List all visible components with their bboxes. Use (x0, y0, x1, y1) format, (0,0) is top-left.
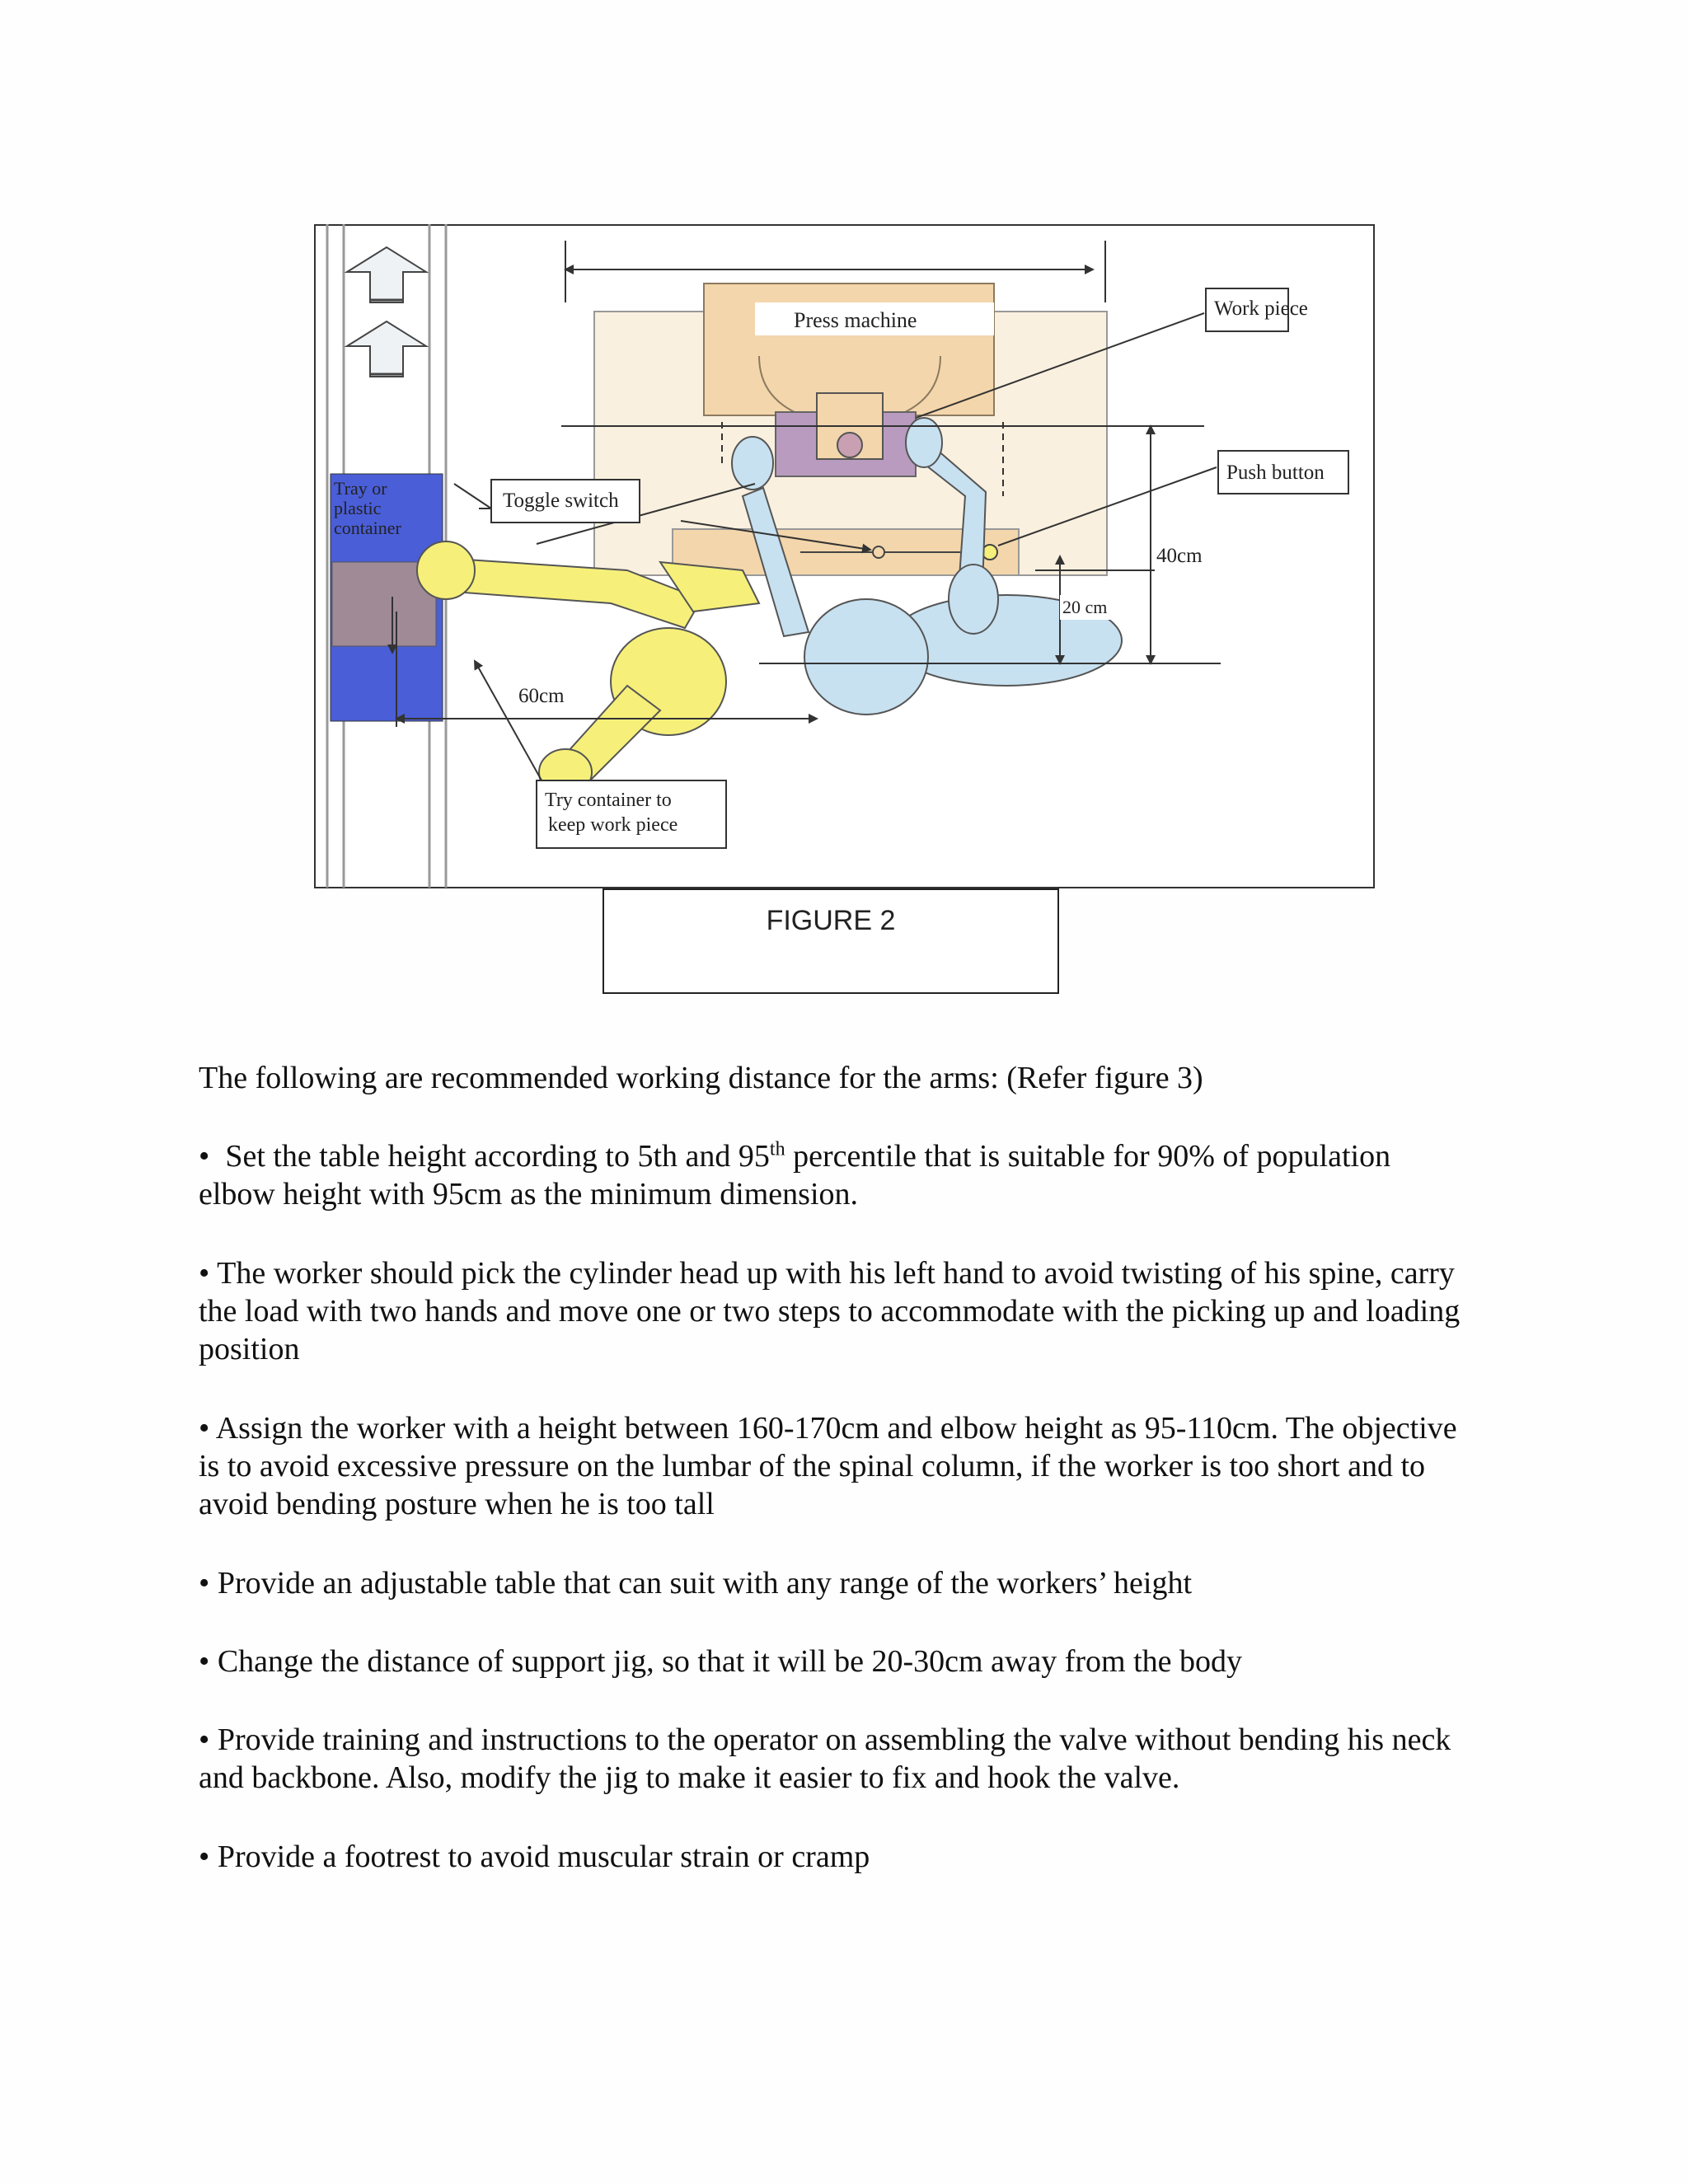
tray-label: container (334, 518, 401, 538)
push-button-label: Push button (1226, 462, 1325, 484)
tray-label: plastic (334, 498, 382, 518)
bullet-icon: • (199, 1722, 210, 1757)
workpiece-hole (837, 433, 862, 457)
bullet-item: • The worker should pick the cylinder head up with his left hand to avoid twisting of his spine, carry the load with two hands and move one or two steps to accommodate with the picking up and loading position (199, 1256, 1461, 1366)
tray-label: Tray or (334, 478, 387, 499)
figure-caption-box (603, 888, 1059, 994)
dimension-60cm: 60cm (518, 685, 565, 707)
bullet-item: • Provide a footrest to avoid muscular strain or cramp (199, 1840, 870, 1874)
bullet-item: • Assign the worker with a height between 160-170cm and elbow height as 95-110cm. The objective is to avoid excessive pressure on the lumbar of the spinal column, if the worker is too short and to avoid bending posture when he is too tall (199, 1411, 1457, 1521)
bullet-icon: • (199, 1840, 210, 1874)
press-machine-label: Press machine (794, 308, 917, 332)
work-piece-label: Work piece (1214, 298, 1308, 320)
dimension-40cm: 40cm (1156, 545, 1203, 567)
toggle-switch-icon (873, 546, 884, 558)
toggle-switch-label: Toggle switch (503, 490, 619, 512)
bullet-item: • Set the table height according to 5th and 95th percentile that is suitable for 90% of population elbow height with 95cm as the minimum dimension. (199, 1138, 1391, 1212)
bullet-icon: • (199, 1566, 210, 1601)
bullet-icon: • (199, 1411, 210, 1446)
bullet-icon: • (199, 1256, 210, 1291)
try-container-label: Try container to (545, 790, 672, 811)
bullet-item: • Provide an adjustable table that can suit with any range of the workers’ height (199, 1566, 1193, 1601)
dimension-20cm: 20 cm (1062, 597, 1108, 617)
bullet-item: • Provide training and instructions to the operator on assembling the valve without bending his neck and backbone. Also, modify the jig to make it easier to fix and hook the valve. (199, 1722, 1451, 1795)
figure-caption: FIGURE 2 (766, 905, 896, 936)
bullet-icon: • (199, 1644, 210, 1679)
bullet-item: • Change the distance of support jig, so that it will be 20-30cm away from the body (199, 1644, 1242, 1679)
try-container-label: keep work piece (548, 814, 678, 836)
workstation-figure (314, 224, 1375, 888)
intro-paragraph: The following are recommended working distance for the arms: (Refer figure 3) (199, 1061, 1203, 1095)
bullet-icon: • (199, 1139, 210, 1174)
